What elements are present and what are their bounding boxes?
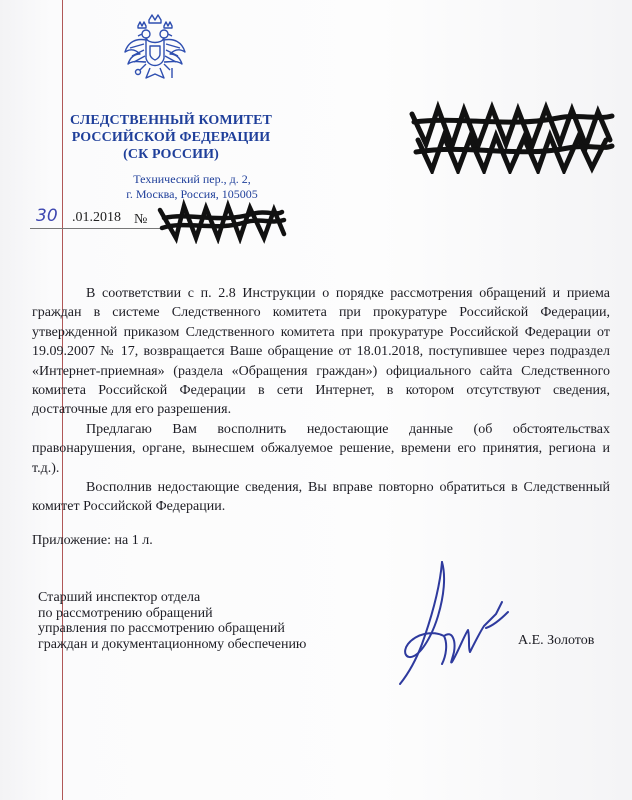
signer-position-line: управления по рассмотрению обращений <box>38 621 285 637</box>
number-redaction <box>156 198 288 244</box>
organization-name <box>36 112 306 163</box>
handwritten-day: 30 <box>36 206 58 226</box>
org-name-line: (СК РОССИИ) <box>123 147 219 162</box>
signer-name: А.Е. Золотов <box>518 633 595 648</box>
org-name-line: РОССИЙСКОЙ ФЕДЕРАЦИИ <box>71 130 271 145</box>
body-paragraph: Предлагаю Вам восполнить недостающие данные (об обстоятельствах правонарушения, органе, вынесшем обжалуемое решение, времени его принятия, региона и т.д.). <box>32 421 610 476</box>
org-name-line: СЛЕДСТВЕННЫЙ КОМИТЕТ <box>69 113 272 128</box>
date-text: .01.2018 <box>72 210 121 225</box>
attachment-note: Приложение: на 1 л. <box>32 532 153 548</box>
signer-position-line: Старший инспектор отдела <box>38 590 201 605</box>
signer-position-line: граждан и документационному обеспечению <box>38 636 307 652</box>
signer-position <box>38 590 358 652</box>
date-underline <box>30 228 160 229</box>
signer-position-line: по рассмотрению обращений <box>38 605 213 621</box>
body-paragraph: Восполнив недостающие сведения, Вы вправе повторно обратиться в Следственный комитет Российской Федерации. <box>32 480 610 515</box>
handwritten-signature <box>392 556 516 690</box>
letter-body <box>32 284 610 550</box>
coat-of-arms-icon <box>122 12 188 92</box>
address-line: Технический пер., д. 2, <box>133 172 251 186</box>
address-line: г. Москва, Россия, 105005 <box>126 187 258 201</box>
body-paragraph: В соответствии с п. 2.8 Инструкции о порядке рассмотрения обращений и приема граждан в системе Следственного комитета при прокуратуре Российской Федерации, утвержденной приказом Следственного комитета при прокуратуре Российской Федерации от 19.09.2007 № 17, возвращается Ваше обращение от 18.01.2018, поступившее через подраздел «Интернет-приемная» (раздела «Обращения граждан») официального сайта Следственного комитета Российской Федерации в сети Интернет, в котором отсутствуют сведения, достаточные для его разрешения. <box>32 286 610 418</box>
number-sign: № <box>134 212 148 227</box>
addressee-redaction <box>408 100 616 174</box>
